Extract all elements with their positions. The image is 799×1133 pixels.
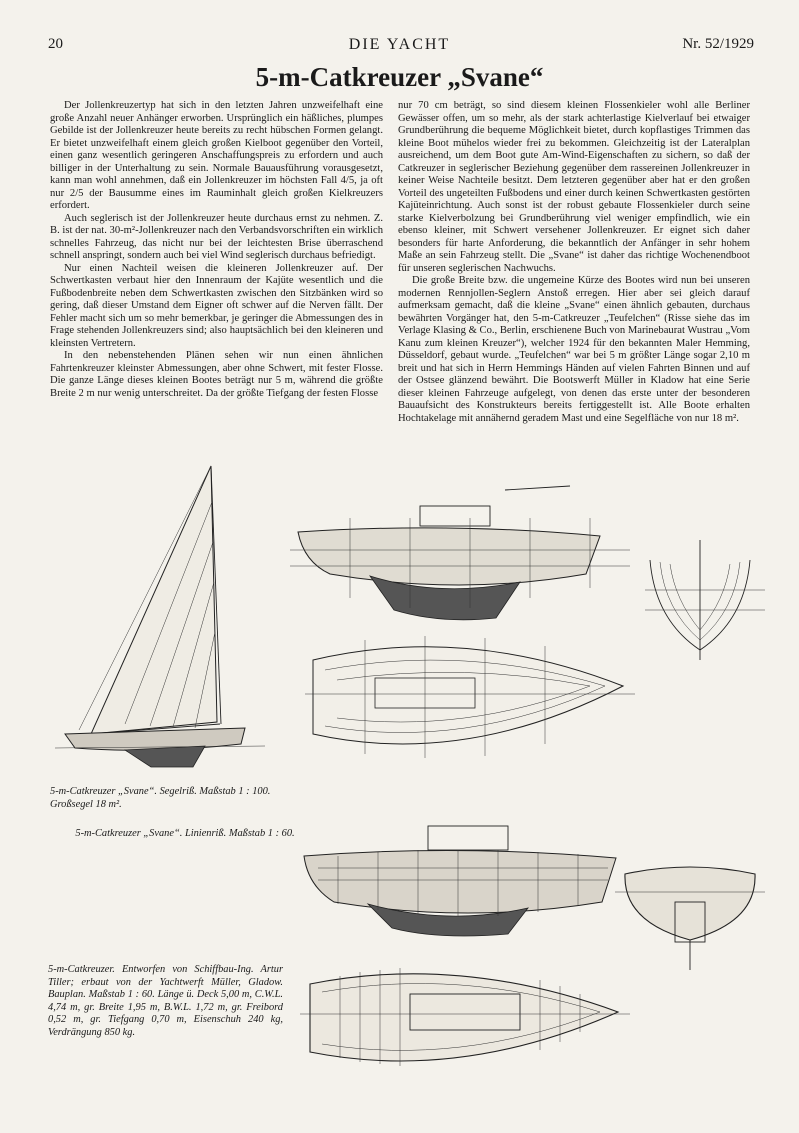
caption-lines-plan: 5-m-Catkreuzer „Svane“. Linienriß. Maßstab 1 : 60. [75, 828, 295, 839]
paragraph: Auch seglerisch ist der Jollenkreuzer heute durchaus ernst zu nehmen. Z. B. ist der nat. 30-m²-Jollenkreuzer nach den Verbandsvorschriften ein wirklich schnelles Fahrzeug, das nicht nur bei der leichtesten Brise überraschend schnell anspringt, sondern auch bei viel Wind seglerisch durchaus befriedigt. [50, 212, 383, 261]
paragraph: In den nebenstehenden Plänen sehen wir nun einen ähnlichen Fahrtenkreuzer kleinster Abmessungen, aber ohne Schwert, mit fester Flosse. Die ganze Länge dieses kleinen Bootes beträgt nur 5 m, während die größte Breite 2 m nur wenig unterschreitet. Da der größte Tiefgang der festen Flosse [50, 350, 383, 399]
construction-plan-section [615, 862, 765, 972]
page-number: 20 [48, 36, 63, 52]
lines-plan-half-breadth [305, 630, 635, 765]
paragraph: Nur einen Nachteil weisen die kleineren Jollenkreuzer auf. Der Schwertkasten verbaut hier den Innenraum der Kajüte wesentlich und die Fußbodenbreite neben dem Schwertkasten zwischen den Sitzbänken wird so gering, daß dieser Umstand dem Eigner oft schwer auf die Nerven fällt. Der Fehler macht sich um so mehr bemerkbar, je geringer die Abmessungen des in Frage stehenden Jollenkreuzers sind; also hauptsächlich bei den kleineren und kleinsten Vertretern. [50, 262, 383, 349]
paragraph: Die große Breite bzw. die ungemeine Kürze des Bootes wird nun bei unseren modernen Rennjollen-Seglern Anstoß erregen. Hier aber sei gleich darauf aufmerksam gemacht, daß die kleine „Svane“ einen ähnlich gebauten, durchaus bewährten Vorgänger hat, den 5-m-Catkreuzer „Teufelchen“ (Risse siehe das im Verlage Klasing & Co., Berlin, erschienene Buch von Marinebaurat Wustrau „Vom Kanu zum kleinen Kreuzer“), welcher 1924 für den bekannten Maler Hemming, Düsseldorf, gebaut wurde. „Teufelchen“ war bei 5 m größter Länge sogar 2,10 m breit und hat sich in Herrn Hemmings Händen auf vielen Fahrten Binnen und auf der Ostsee glänzend bewährt. Die Bootswerft Müller in Kladow hat eine Serie dieser kleinen Fahrzeuge aufgelegt, von denen das erste unter der besonderen Bauaufsicht des Konstrukteurs bereits fertiggestellt ist. Alle Boote erhalten Hochtakelage mit annähernd geradem Mast und eine Segelfläche von nur 18 m². [398, 275, 750, 424]
article-column-right [398, 100, 750, 425]
lines-plan-profile [290, 478, 640, 628]
issue-number: Nr. 52/1929 [682, 36, 754, 52]
sail-plan-drawing [55, 462, 270, 777]
caption-sail-plan: 5-m-Catkreuzer „Svane“. Segelriß. Maßstab 1 : 100. Großsegel 18 m². [50, 786, 271, 810]
paragraph: Der Jollenkreuzertyp hat sich in den letzten Jahren unzweifelhaft eine große Anzahl neuer Anhänger erworben. Ursprünglich ein häßliches, plumpes Gebilde ist der Jollenkreuzer heute bereits zu recht hübschen Formen gelangt. Er bietet unzweifelhaft einem gleich großen Kielboot gegenüber den Vorteil, einen ganz wesentlich geringeren Anschaffungspreis zu erfordern und auch billiger in der Unterhaltung zu sein. Normale Bauausführung vorausgesetzt, kann man wohl annehmen, daß ein Jollenkreuzer im höchsten Fall 4/5, ja oft nur 2/5 der Bausumme eines im Rauminhalt gleich großen Kielkreuzers erfordert. [50, 100, 383, 211]
paragraph: nur 70 cm beträgt, so sind diesem kleinen Flossenkieler wohl alle Berliner Gewässer offen, um so mehr, als der stark achterlastige Kielverlauf bei etwaiger Grundberührung die bequeme Möglichkeit bietet, durch kopflastiges Trimmen das kleine Boot mühelos wieder frei zu bekommen. Gleichzeitig ist der Lateralplan ausreichend, um dem Boot gute Am-Wind-Eigenschaften zu sichern, so daß der Catkreuzer in seglerischer Beziehung gegenüber dem rassereinen Jollenkreuzer in keiner Weise Nachteile besitzt. Dem letzteren gegenüber aber hat er den großen Vorteil des ungeteilten Fußbodens und einer durch keinen Schwertkasten gestörten Kajüteinrichtung. Auch sonst ist der robust gebaute Flossenkieler durch seine starke Kielverbolzung bei Grundberührung viel weniger empfindlich, wie ein ebenso kleiner, mit Schwert versehener Jollenkreuzer. Er eignet sich daher besonders für harte Anforderung, die bekanntlich der Anfänger in sehr hohem Maße an sein Fahrzeug stellt. Die „Svane“ ist daher das richtige Wochenendboot für unseren seglerischen Nachwuchs. [398, 100, 750, 274]
article-column-left [50, 100, 383, 400]
article-title: 5-m-Catkreuzer „Svane“ [255, 62, 544, 92]
caption-construction-plan: 5-m-Catkreuzer. Entworfen von Schiffbau-Ing. Artur Tiller; erbaut von der Yachtwerft Müller, Gladow. Bauplan. Maßstab 1 : 60. Länge ü. Deck 5,00 m, C.W.L. 4,74 m, gr. Breite 1,95 m, B.W.L. 1,72 m, gr. Freibord 0,52 m, gr. Tiefgang 0,70 m, Eisenschuh 240 kg, Verdrängung 850 kg. [48, 964, 283, 1038]
construction-plan-deck [300, 958, 630, 1078]
lines-plan-body-sections [645, 540, 775, 660]
magazine-title: DIE YACHT [348, 36, 451, 53]
construction-plan-profile [298, 822, 628, 937]
